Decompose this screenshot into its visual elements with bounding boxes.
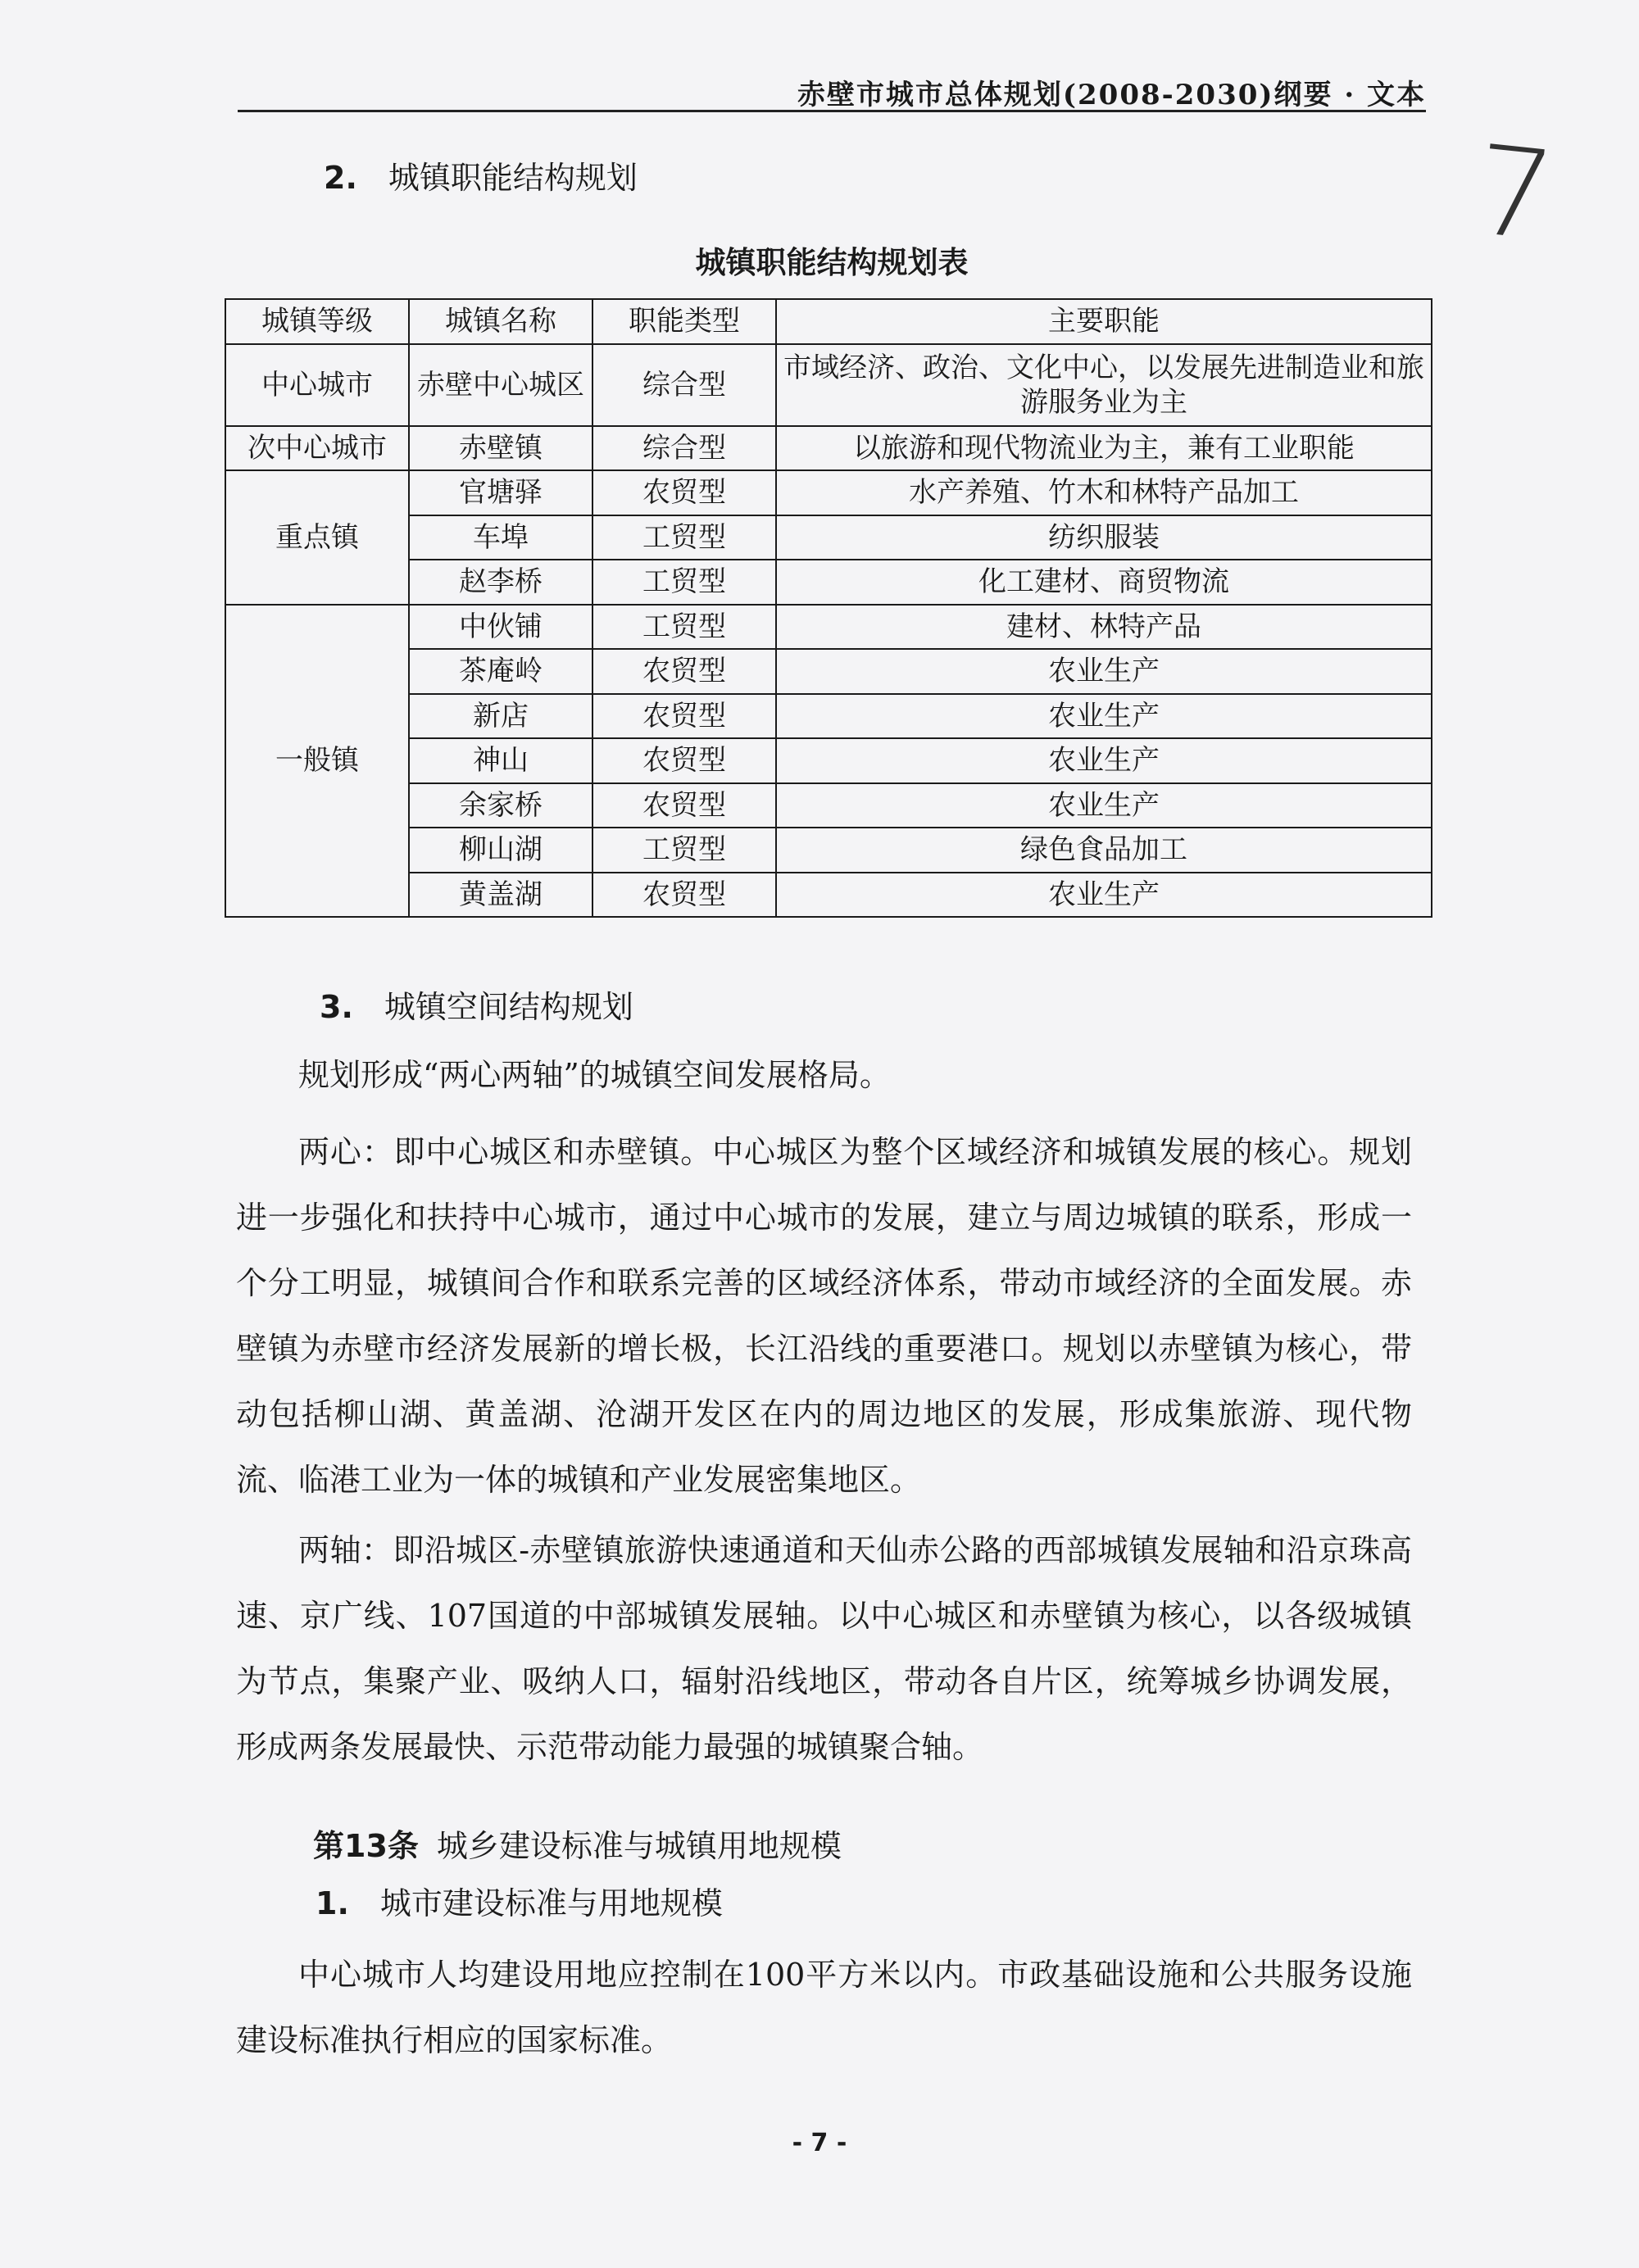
cell-type: 综合型 — [592, 344, 776, 426]
cell-name: 余家桥 — [409, 783, 592, 828]
cell-type: 工贸型 — [592, 605, 776, 650]
cell-grade: 次中心城市 — [225, 426, 409, 471]
paragraph-two-centers: 两心：即中心城区和赤壁镇。中心城区为整个区域经济和城镇发展的核心。规划进一步强化和扶持中心城市，通过中心城市的发展，建立与周边城镇的联系，形成一个分工明显，城镇间合作和联系完善的区域经济体系，带动市域经济的全面发展。赤壁镇为赤壁市经济发展新的增长极，长江沿线的重要港口。规划以赤壁镇为核心，带动包括柳山湖、黄盖湖、沧湖开发区在内的周边地区的发展，形成集旅游、现代物流、临港工业为一体的城镇和产业发展密集地区。 — [236, 1134, 1412, 1498]
cell-grade: 一般镇 — [225, 605, 409, 918]
handwritten-page-mark: 7 — [1468, 119, 1561, 270]
cell-function: 农业生产 — [776, 694, 1432, 739]
cell-name: 茶庵岭 — [409, 649, 592, 694]
table-row — [225, 470, 1432, 515]
cell-function: 化工建材、商贸物流 — [776, 560, 1432, 605]
article-13-sub-title: 城市建设标准与用地规模 — [379, 1885, 723, 1921]
page-number: - 7 - — [792, 2129, 847, 2157]
cell-name: 赤壁镇 — [409, 426, 592, 471]
cell-function: 农业生产 — [776, 649, 1432, 694]
column-header-type: 职能类型 — [592, 299, 776, 344]
article-13-title: 城乡建设标准与城镇用地规模 — [436, 1828, 842, 1864]
cell-type: 工贸型 — [592, 828, 776, 873]
cell-type: 农贸型 — [592, 738, 776, 783]
column-header-function: 主要职能 — [776, 299, 1432, 344]
cell-function: 建材、林特产品 — [776, 605, 1432, 650]
section-3-title: 城镇空间结构规划 — [384, 989, 633, 1025]
section-3-heading — [320, 982, 633, 1027]
cell-name: 赤壁中心城区 — [409, 344, 592, 426]
cell-name: 官塘驿 — [409, 470, 592, 515]
table-header-row — [225, 299, 1432, 344]
cell-name: 新店 — [409, 694, 592, 739]
cell-function: 纺织服装 — [776, 515, 1432, 560]
cell-function: 市域经济、政治、文化中心，以发展先进制造业和旅游服务业为主 — [776, 344, 1432, 426]
table-row — [225, 426, 1432, 471]
table-row — [225, 605, 1432, 650]
cell-function: 以旅游和现代物流业为主，兼有工业职能 — [776, 426, 1432, 471]
cell-type: 农贸型 — [592, 694, 776, 739]
cell-function: 农业生产 — [776, 783, 1432, 828]
cell-name: 神山 — [409, 738, 592, 783]
cell-name: 赵李桥 — [409, 560, 592, 605]
cell-grade: 重点镇 — [225, 470, 409, 605]
cell-function: 水产养殖、竹木和林特产品加工 — [776, 470, 1432, 515]
section-2-heading — [324, 152, 638, 197]
cell-type: 农贸型 — [592, 783, 776, 828]
section-3-intro: 规划形成“两心两轴”的城镇空间发展格局。 — [298, 1057, 891, 1093]
cell-name: 柳山湖 — [409, 828, 592, 873]
column-header-name: 城镇名称 — [409, 299, 592, 344]
paragraph-construction-standard: 中心城市人均建设用地应控制在100平方米以内。市政基础设施和公共服务设施建设标准执行相应的国家标准。 — [236, 1957, 1412, 2058]
cell-type: 农贸型 — [592, 649, 776, 694]
table-row — [225, 344, 1432, 426]
cell-function: 绿色食品加工 — [776, 828, 1432, 873]
cell-name: 黄盖湖 — [409, 873, 592, 918]
running-header: 赤壁市城市总体规划(2008-2030)纲要 · 文本 — [797, 79, 1426, 111]
cell-type: 综合型 — [592, 426, 776, 471]
header-rule — [238, 110, 1426, 112]
cell-type: 农贸型 — [592, 470, 776, 515]
section-2-number: 2. — [324, 160, 357, 196]
section-3-number: 3. — [320, 989, 353, 1025]
column-header-grade: 城镇等级 — [225, 299, 409, 344]
article-13-subheading — [316, 1878, 723, 1923]
table-title: 城镇职能结构规划表 — [695, 245, 969, 280]
cell-function: 农业生产 — [776, 873, 1432, 918]
cell-function: 农业生产 — [776, 738, 1432, 783]
article-13-heading — [313, 1821, 842, 1866]
cell-name: 车埠 — [409, 515, 592, 560]
paragraph-two-axes: 两轴：即沿城区-赤壁镇旅游快速通道和天仙赤公路的西部城镇发展轴和沿京珠高速、京广线、107国道的中部城镇发展轴。以中心城区和赤壁镇为核心，以各级城镇为节点，集聚产业、吸纳人口，辐射沿线地区，带动各自片区，统筹城乡协调发展，形成两条发展最快、示范带动能力最强的城镇聚合轴。 — [236, 1532, 1412, 1765]
cell-grade: 中心城市 — [225, 344, 409, 426]
town-function-table — [225, 298, 1432, 918]
cell-name: 中伙铺 — [409, 605, 592, 650]
cell-type: 工贸型 — [592, 560, 776, 605]
cell-type: 工贸型 — [592, 515, 776, 560]
article-13-number: 第13条 — [313, 1828, 419, 1864]
article-13-sub-number: 1. — [316, 1885, 349, 1921]
cell-type: 农贸型 — [592, 873, 776, 918]
section-2-title: 城镇职能结构规划 — [388, 160, 638, 196]
